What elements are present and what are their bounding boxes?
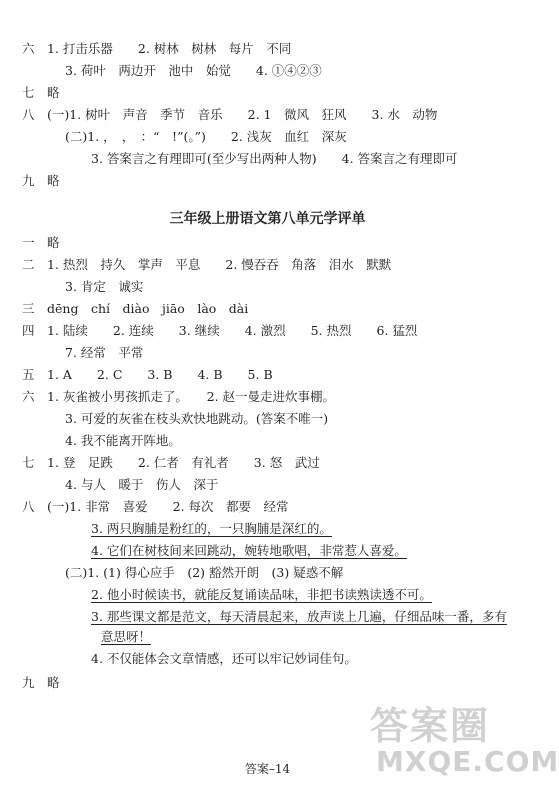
unit8-line-14: 3. 两只胸脯是粉红的，一只胸脯是深红的。 bbox=[91, 521, 332, 536]
prev-line-7: 九 略 bbox=[22, 173, 60, 188]
unit8-line-10: 4. 我不能离开阵地。 bbox=[65, 433, 181, 448]
prev-line-1: 六 1. 打击乐器 2. 树林 树林 每片 不同 bbox=[22, 41, 292, 56]
unit8-line-15: 4. 它们在树枝间来回跳动，婉转地歌唱，非常惹人喜爱。 bbox=[91, 543, 407, 558]
watermark-logo bbox=[370, 695, 559, 780]
prev-line-4: 八 (一)1. 树叶 声音 季节 音乐 2. 1 微风 狂风 3. 水 动物 bbox=[22, 107, 438, 122]
page-footer: 答案–14 bbox=[244, 762, 291, 776]
prev-line-6: 3. 答案言之有理即可(至少写出两种人物) 4. 答案言之有理即可 bbox=[91, 151, 458, 166]
unit8-line-4: 三 dēng chí diào jiāo lào dài bbox=[22, 301, 249, 316]
unit8-line-18a: 3. 那些课文都是范文，每天清晨起来，放声读上几遍，仔细品味一番，多有 bbox=[91, 609, 507, 624]
prev-line-2: 3. 荷叶 两边开 池中 始觉 4. ①④②③ bbox=[65, 63, 322, 78]
prev-line-5: (二)1. ， ， ：“ !”(。”) 2. 浅灰 血红 深灰 bbox=[65, 129, 347, 144]
watermark-small-text: MXQE.COM bbox=[376, 745, 559, 778]
unit8-line-12: 4. 与人 暖于 伤人 深于 bbox=[65, 477, 219, 492]
watermark-big-text: 答案圈 bbox=[370, 704, 491, 748]
unit8-line-9: 3. 可爱的灰雀在枝头欢快地跳动。(答案不唯一) bbox=[65, 411, 329, 426]
unit8-line-18b: 意思呀！ bbox=[101, 629, 152, 644]
unit8-line-16: (二)1. (1) 得心应手 (2) 豁然开朗 (3) 疑惑不解 bbox=[65, 565, 344, 580]
prev-line-3: 七 略 bbox=[22, 85, 60, 100]
unit8-line-19: 4. 不仅能体会文章情感，还可以牢记妙词佳句。 bbox=[91, 651, 357, 666]
unit8-line-20: 九 略 bbox=[22, 675, 60, 690]
unit8-line-6: 7. 经常 平常 bbox=[65, 345, 144, 360]
unit8-line-8: 六 1. 灰雀被小男孩抓走了。 2. 赵一曼走进炊事棚。 bbox=[22, 389, 336, 404]
unit8-line-3: 3. 肯定 诚实 bbox=[65, 279, 144, 294]
unit8-line-17: 2. 他小时候读书，就能反复诵读品味，非把书读熟读透不可。 bbox=[91, 587, 432, 602]
unit8-line-13: 八 (一)1. 非常 喜爱 2. 每次 都要 经常 bbox=[22, 499, 289, 514]
unit8-title: 三年级上册语文第八单元学评单 bbox=[169, 211, 366, 227]
unit8-line-1: 一 略 bbox=[22, 235, 60, 250]
unit8-line-11: 七 1. 登 足跌 2. 仁者 有礼者 3. 怒 武过 bbox=[22, 455, 320, 470]
unit8-line-7: 五 1. A 2. C 3. B 4. B 5. B bbox=[22, 367, 273, 382]
unit8-line-5: 四 1. 陆续 2. 连续 3. 继续 4. 激烈 5. 热烈 6. 猛烈 bbox=[22, 323, 418, 338]
unit8-line-2: 二 1. 热烈 持久 掌声 平息 2. 慢吞吞 角落 泪水 默默 bbox=[22, 257, 392, 272]
